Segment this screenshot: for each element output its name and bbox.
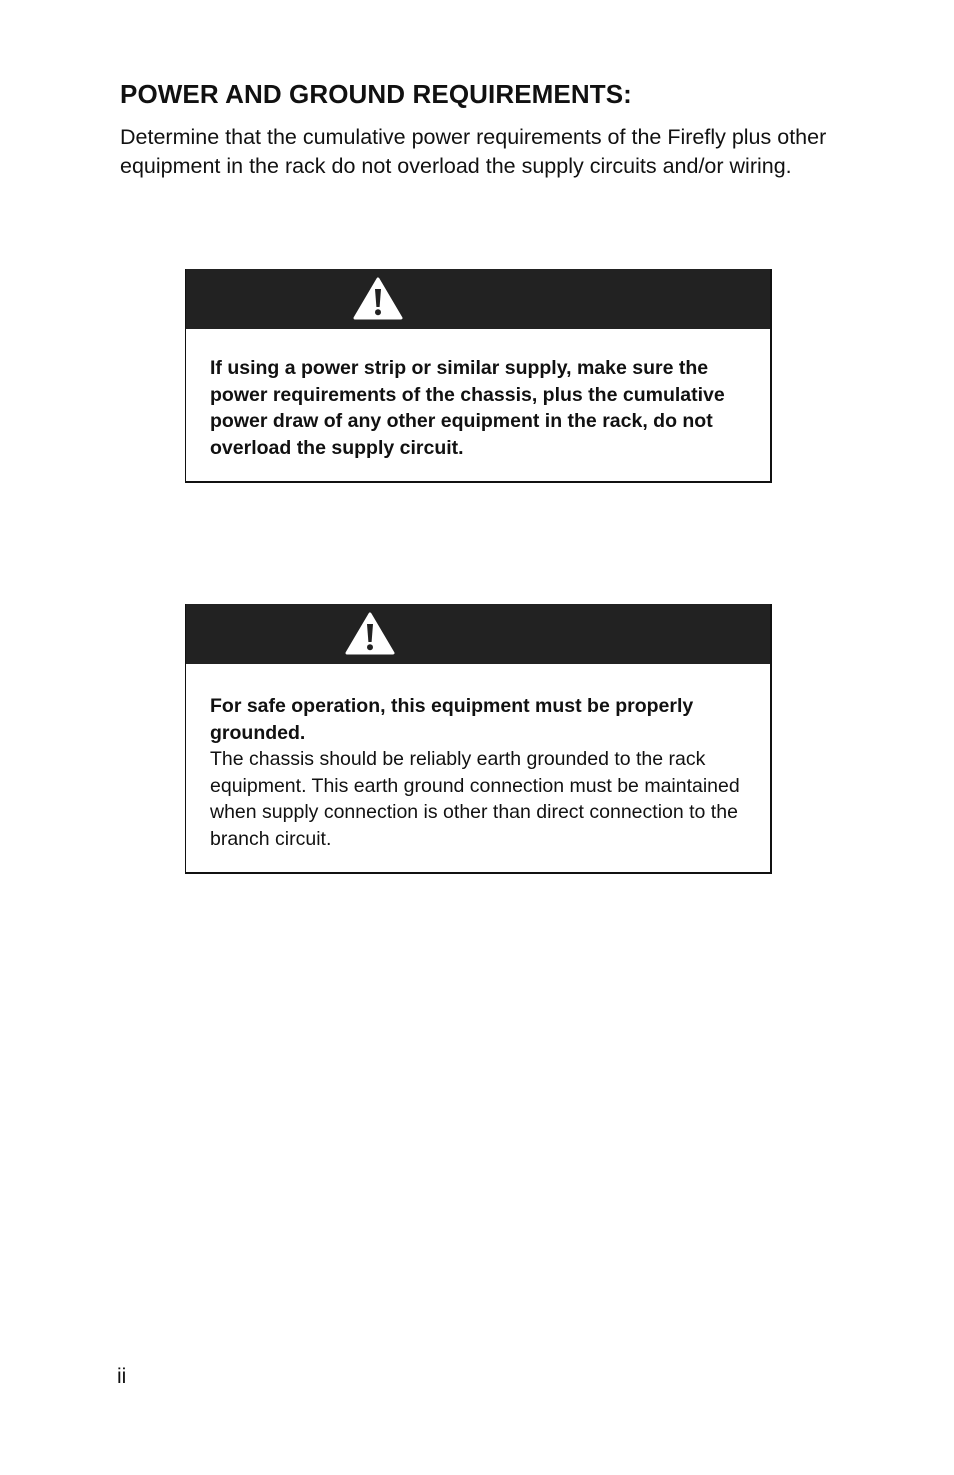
warning-header bbox=[186, 269, 770, 329]
intro-paragraph: Determine that the cumulative power requirements of the Firefly plus other equipment in the rack do not overload the supply circuits and/or wiring. bbox=[120, 125, 827, 178]
warning-text bbox=[210, 355, 748, 461]
warning-bold-text: If using a power strip or similar supply, make sure the power requirements of the chassis, plus the cumulative power draw of any other equipment in the rack, do not overload the supply circuit. bbox=[210, 357, 725, 459]
warning-bold-text: For safe operation, this equipment must be properly grounded. bbox=[210, 695, 694, 744]
warning-box-power-strip bbox=[185, 269, 772, 483]
warning-triangle-icon bbox=[353, 277, 403, 321]
page-number: ii bbox=[117, 1365, 127, 1388]
warning-box-grounding bbox=[185, 604, 772, 874]
warning-triangle-icon bbox=[345, 612, 395, 656]
section-title: POWER AND GROUND REQUIREMENTS: bbox=[120, 79, 632, 109]
warning-header bbox=[186, 604, 770, 664]
warning-body-text: The chassis should be reliably earth grounded to the rack equipment. This earth ground connection must be maintained when supply connection is other than direct connection to the branch circuit. bbox=[210, 748, 740, 850]
warning-text bbox=[210, 693, 748, 852]
